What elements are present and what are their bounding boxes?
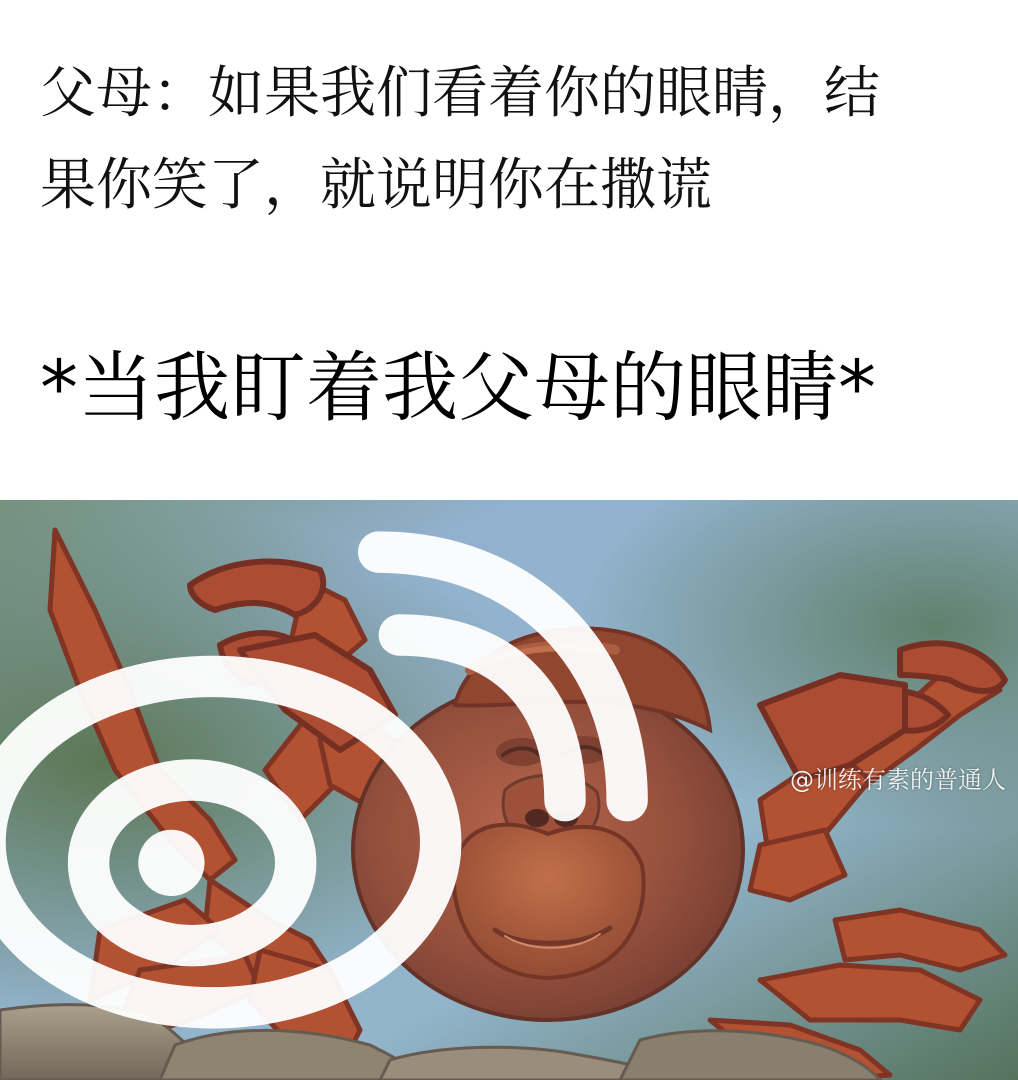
weibo-logo-icon bbox=[0, 500, 784, 1070]
parents-statement-line-2: 果你笑了，就说明你在撒谎 bbox=[40, 153, 712, 218]
watermark bbox=[0, 500, 1006, 1070]
parents-statement-line-1: 父母：如果我们看着你的眼睛，结 bbox=[40, 61, 880, 126]
punchline-text: *当我盯着我父母的眼睛* bbox=[40, 343, 876, 432]
meme-caption-area bbox=[0, 0, 1018, 500]
watermark-text: @训练有素的普通人 bbox=[790, 766, 1006, 794]
meme-image bbox=[0, 500, 1018, 1080]
